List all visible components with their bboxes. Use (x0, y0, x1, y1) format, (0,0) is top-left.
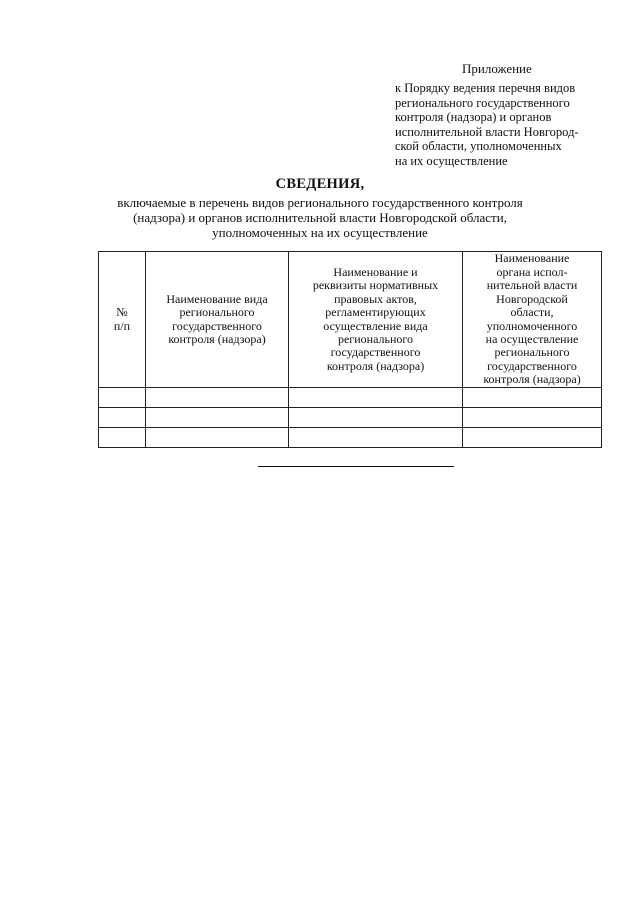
table-cell (463, 388, 602, 408)
table-cell (463, 408, 602, 428)
appendix-line: регионального государственного (395, 95, 570, 110)
subtitle-line: включаемые в перечень видов регионального государственного контроля (117, 195, 523, 210)
header-control-type: Наименование вида регионального государственного контроля (надзора) (146, 252, 289, 388)
subtitle-line: уполномоченных на их осуществление (212, 224, 428, 240)
subtitle-line: (надзора) и органов исполнительной власти Новгородской области, (133, 209, 507, 225)
table-cell (289, 388, 463, 408)
table-cell (146, 408, 289, 428)
document-title: СВЕДЕНИЯ, (275, 176, 365, 192)
appendix-line: ской области, уполномоченных (395, 139, 562, 154)
appendix-line: контроля (надзора) и органов (395, 110, 552, 125)
table-cell (289, 408, 463, 428)
table-row (99, 428, 602, 448)
table-cell (99, 408, 146, 428)
appendix-line: на их осуществление (395, 153, 508, 168)
table-cell (99, 388, 146, 408)
table-cell (146, 428, 289, 448)
table-header-row (99, 252, 602, 388)
table-row (99, 408, 602, 428)
appendix-line: к Порядку ведения перечня видов (395, 81, 576, 95)
table-cell (99, 428, 146, 448)
appendix-line: исполнительной власти Новгород- (395, 124, 579, 139)
table-cell (146, 388, 289, 408)
registry-table (98, 251, 602, 448)
appendix-reference (395, 81, 610, 169)
table-cell (289, 428, 463, 448)
end-divider (258, 466, 454, 467)
header-authority: Наименование органа испол- нительной власти Новгородской области, уполномоченного на осуществление регионального государственного контроля (надзора) (463, 252, 602, 388)
header-number: № п/п (99, 252, 146, 388)
table-cell (463, 428, 602, 448)
document-subtitle (0, 196, 640, 240)
table-row (99, 388, 602, 408)
header-legal-acts: Наименование и реквизиты нормативных правовых актов, регламентирующих осуществление вида регионального государственного контроля (надзора) (289, 252, 463, 388)
appendix-title: Приложение (462, 61, 532, 76)
